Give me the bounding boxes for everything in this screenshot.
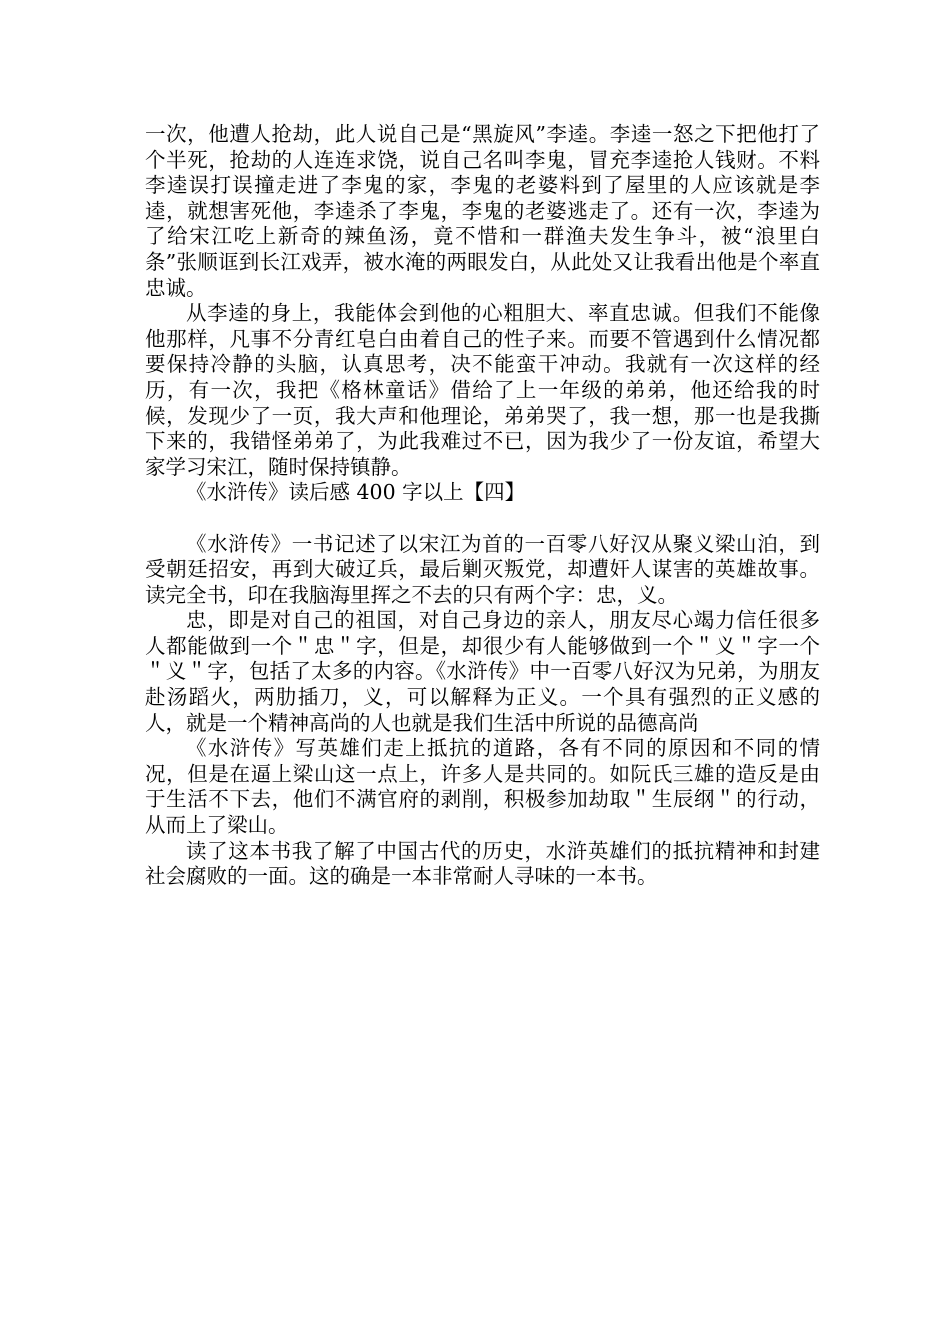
paragraph-2: 从李逵的身上，我能体会到他的心粗胆大、率直忠诚。但我们不能像他那样，凡事不分青红皂白由着自己的性子来。而要不管遇到什么情况都要保持冷静的头脑，认真思考，决不能蛮干冲动。我就有一次这样的经历，有一次，我把《格林童话》借给了上一年级的弟弟，他还给我的时候，发现少了一页，我大声和他理论，弟弟哭了，我一想，那一也是我撕下来的，我错怪弟弟了，为此我难过不已，因为我少了一份友谊，希望大家学习宋江，随时保持镇静。: [145, 301, 820, 479]
paragraph-4: 忠，即是对自己的祖国，对自己身边的亲人，朋友尽心竭力信任很多人都能做到一个＂忠＂字，但是，却很少有人能够做到一个＂义＂字一个＂义＂字，包括了太多的内容。《水浒传》中一百零八好汉为兄弟，为朋友赴汤蹈火，两肋插刀，义，可以解释为正义。一个具有强烈的正义感的人，就是一个精神高尚的人也就是我们生活中所说的品德高尚: [145, 608, 820, 735]
blank-line: [145, 506, 820, 532]
document-body: [145, 122, 820, 890]
paragraph-6: 读了这本书我了解了中国古代的历史，水浒英雄们的抵抗精神和封建社会腐败的一面。这的确是一本非常耐人寻味的一本书。: [145, 838, 820, 889]
paragraph-1: 一次，他遭人抢劫，此人说自己是“黑旋风”李逵。李逵一怒之下把他打了个半死，抢劫的人连连求饶，说自己名叫李鬼，冒充李逵抢人钱财。不料李逵误打误撞走进了李鬼的家，李鬼的老婆料到了屋里的人应该就是李逵，就想害死他，李逵杀了李鬼，李鬼的老婆逃走了。还有一次，李逵为了给宋江吃上新奇的辣鱼汤，竟不惜和一群渔夫发生争斗，被“浪里白条”张顺诓到长江戏弄，被水淹的两眼发白，从此处又让我看出他是个率直忠诚。: [145, 122, 820, 300]
paragraph-3: 《水浒传》一书记述了以宋江为首的一百零八好汉从聚义梁山泊，到受朝廷招安，再到大破辽兵，最后剿灭叛党，却遭奸人谋害的英雄故事。读完全书，印在我脑海里挥之不去的只有两个字：忠，义。: [145, 531, 820, 607]
section-heading: 《水浒传》读后感 400 字以上【四】: [186, 480, 526, 505]
paragraph-5: 《水浒传》写英雄们走上抵抗的道路，各有不同的原因和不同的情况，但是在逼上梁山这一点上，许多人是共同的。如阮氏三雄的造反是由于生活不下去，他们不满官府的剥削，积极参加劫取＂生辰纲＂的行动，从而上了梁山。: [145, 736, 820, 838]
